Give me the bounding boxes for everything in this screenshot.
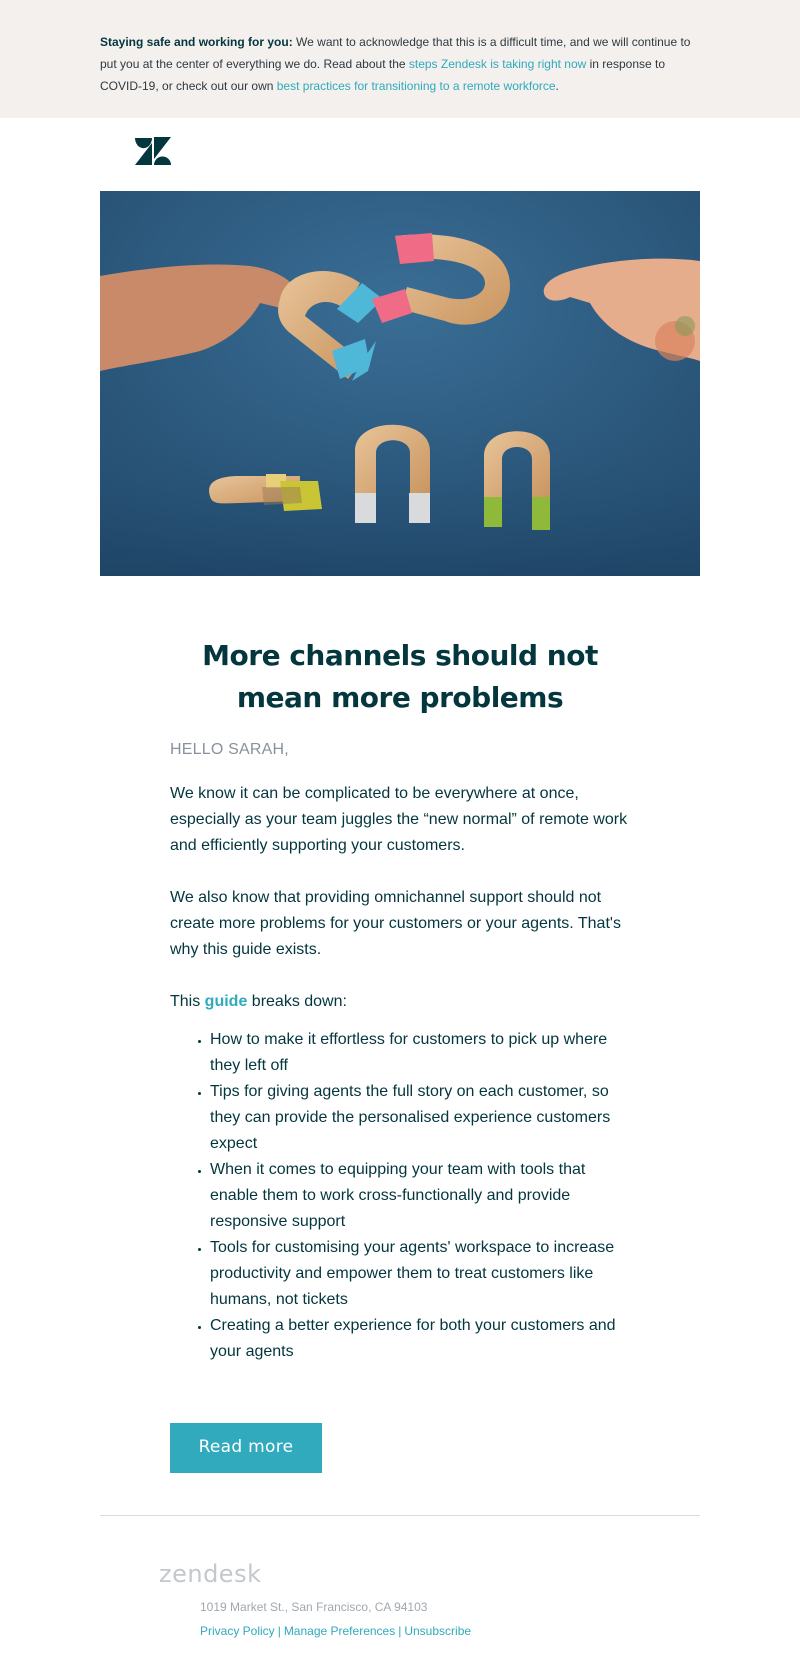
greeting: HELLO SARAH,: [170, 741, 289, 758]
paragraph-omnichannel: We also know that providing omnichannel support should not create more problems for your customers or your agents. That's why this guide exists.: [170, 889, 621, 958]
zendesk-steps-link[interactable]: steps Zendesk is taking right now: [408, 57, 587, 71]
logo-header: [0, 118, 800, 191]
notice-text-1: We want to acknowledge that this is a difficult time, and we will continue to put you at the center of everything we do. Read about the: [100, 35, 691, 71]
paragraph-intro: We know it can be complicated to be everywhere at once, especially as your team juggles the “new normal” of remote work and efficiently supporting your customers.: [170, 785, 628, 854]
list-item: • When it comes to equipping your team with tools that enable them to work cross-functionally and provide responsive support: [210, 1157, 630, 1235]
link-separator: |: [277, 1624, 281, 1638]
footer: [0, 1516, 800, 1656]
guide-bullet-list: [170, 1027, 630, 1365]
notice-text-3: .: [555, 79, 559, 93]
privacy-policy-link[interactable]: Privacy Policy: [200, 1624, 275, 1638]
company-address: 1019 Market St., San Francisco, CA 94103: [200, 1600, 428, 1614]
unsubscribe-link[interactable]: Unsubscribe: [404, 1624, 472, 1638]
link-separator: |: [398, 1624, 402, 1638]
remote-workforce-link[interactable]: best practices for transitioning to a remote workforce: [276, 79, 556, 93]
footer-links: [200, 1624, 471, 1638]
notice-lead: Staying safe and working for you:: [100, 35, 293, 49]
zendesk-wordmark[interactable]: zendesk: [159, 1560, 262, 1588]
guide-link[interactable]: guide: [204, 993, 248, 1010]
lead-after: breaks down:: [247, 993, 347, 1010]
list-item: • How to make it effortless for customers to pick up where they left off: [210, 1027, 630, 1079]
notice-text-2: in response to COVID-19, or check out our own: [100, 57, 666, 93]
list-item: • Tools for customising your agents' workspace to increase productivity and empower them to treat customers like humans, not tickets: [210, 1235, 630, 1313]
list-item: • Tips for giving agents the full story on each customer, so they can provide the personalised experience customers expect: [210, 1079, 630, 1157]
list-item: • Creating a better experience for both your customers and your agents: [210, 1313, 630, 1365]
lead-before: This: [170, 993, 205, 1010]
article-body: [170, 576, 630, 1473]
hero-magnets-image: [100, 191, 700, 576]
guide-lead: [170, 989, 630, 1015]
zendesk-logo-icon[interactable]: [135, 137, 171, 165]
covid-notice-banner: [0, 0, 800, 118]
article-title: More channels should not mean more problems: [202, 639, 598, 714]
manage-preferences-link[interactable]: Manage Preferences: [283, 1624, 396, 1638]
read-more-button[interactable]: Read more: [170, 1423, 322, 1473]
